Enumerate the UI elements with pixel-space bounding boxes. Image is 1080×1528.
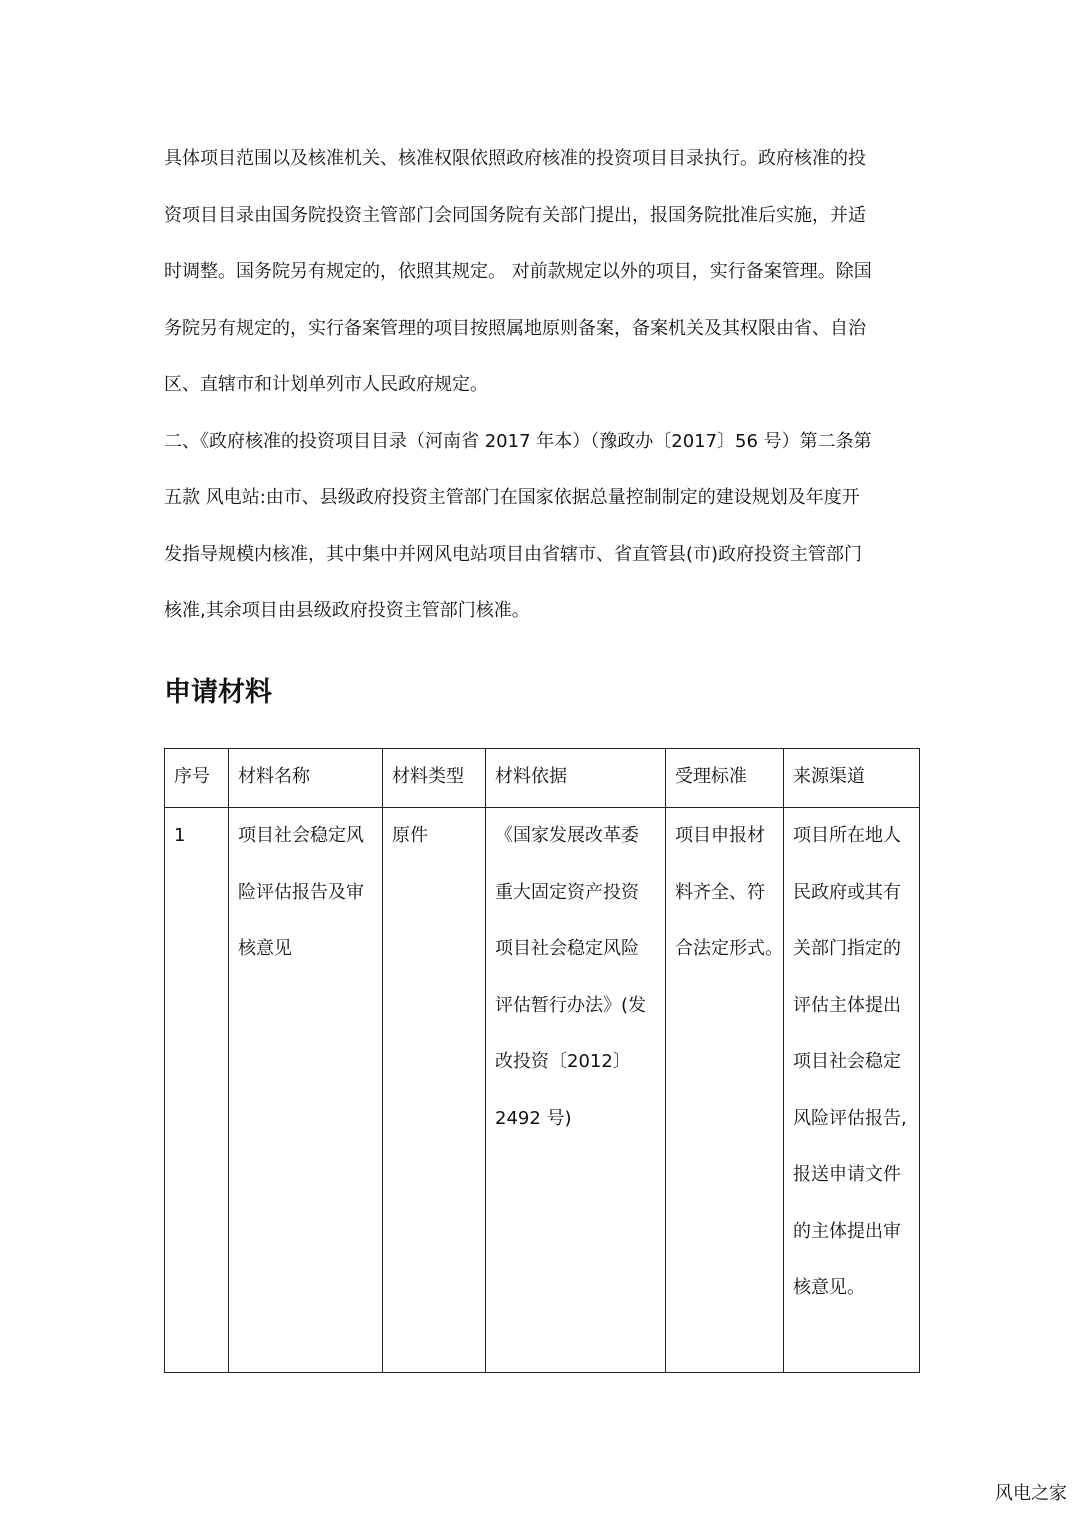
header-cell-type: 材料类型	[383, 749, 486, 808]
cell-source	[784, 808, 920, 1373]
watermark-label: 风电之家	[995, 1483, 1067, 1504]
body-line: 时调整。国务院另有规定的，依照其规定。 对前款规定以外的项目，实行备案管理。除国	[164, 261, 872, 282]
cell-text: 1	[174, 825, 186, 846]
header-cell-source: 来源渠道	[784, 749, 920, 808]
cell-text: 料齐全、符	[675, 881, 765, 903]
cell-name	[229, 808, 383, 1373]
cell-text: 的主体提出审	[793, 1220, 901, 1242]
body-line: 发指导规模内核准，其中集中并网风电站项目由省辖市、省直管县(市)政府投资主管部门	[164, 543, 863, 565]
header-cell-index: 序号	[165, 749, 229, 808]
body-line: 务院另有规定的，实行备案管理的项目按照属地原则备案，备案机关及其权限由省、自治	[164, 317, 866, 339]
cell-text: 项目申报材	[675, 825, 765, 846]
cell-text: 评估暂行办法》(发	[495, 994, 647, 1016]
cell-standard	[666, 808, 784, 1373]
body-line: 二、《政府核准的投资项目目录（河南省 2017 年本）（豫政办〔2017〕56 号）第二条第	[164, 430, 872, 452]
cell-text: 民政府或其有	[793, 881, 901, 903]
body-paragraphs	[164, 131, 924, 640]
cell-basis	[486, 808, 666, 1373]
cell-text: 2492 号)	[495, 1107, 572, 1129]
header-cell-name: 材料名称	[229, 749, 383, 808]
cell-text: 项目社会稳定风险	[495, 938, 639, 959]
section-title: 申请材料	[164, 677, 272, 708]
cell-text: 改投资〔2012〕	[495, 1051, 631, 1072]
body-line: 资项目目录由国务院投资主管部门会同国务院有关部门提出，报国务院批准后实施，并适	[164, 204, 866, 226]
header-cell-standard: 受理标准	[666, 749, 784, 808]
cell-text: 核意见	[238, 938, 292, 959]
body-line: 核准,其余项目由县级政府投资主管部门核准。	[164, 600, 530, 621]
cell-text: 险评估报告及审	[238, 881, 364, 903]
cell-index	[165, 808, 229, 1373]
cell-text: 《国家发展改革委	[495, 825, 639, 846]
cell-text: 报送申请文件	[793, 1164, 901, 1185]
cell-text: 关部门指定的	[793, 938, 901, 959]
cell-text: 项目社会稳定风	[238, 825, 364, 846]
body-line: 五款 风电站:由市、县级政府投资主管部门在国家依据总量控制制定的建设规划及年度开	[164, 487, 860, 508]
materials-table	[164, 748, 920, 1373]
cell-text: 重大固定资产投资	[495, 881, 639, 903]
table-header-row	[165, 749, 920, 808]
cell-text: 合法定形式。	[675, 938, 783, 959]
cell-text: 风险评估报告,	[793, 1107, 907, 1129]
header-cell-basis: 材料依据	[486, 749, 666, 808]
cell-type	[383, 808, 486, 1373]
cell-text: 项目社会稳定	[793, 1051, 901, 1072]
cell-text: 原件	[392, 825, 428, 846]
body-line: 区、直辖市和计划单列市人民政府规定。	[164, 374, 488, 395]
cell-text: 核意见。	[793, 1277, 865, 1298]
table-row	[165, 808, 920, 1373]
cell-text: 评估主体提出	[793, 994, 901, 1016]
cell-text: 项目所在地人	[793, 825, 901, 846]
body-line: 具体项目范围以及核准机关、核准权限依照政府核准的投资项目目录执行。政府核准的投	[164, 148, 866, 169]
